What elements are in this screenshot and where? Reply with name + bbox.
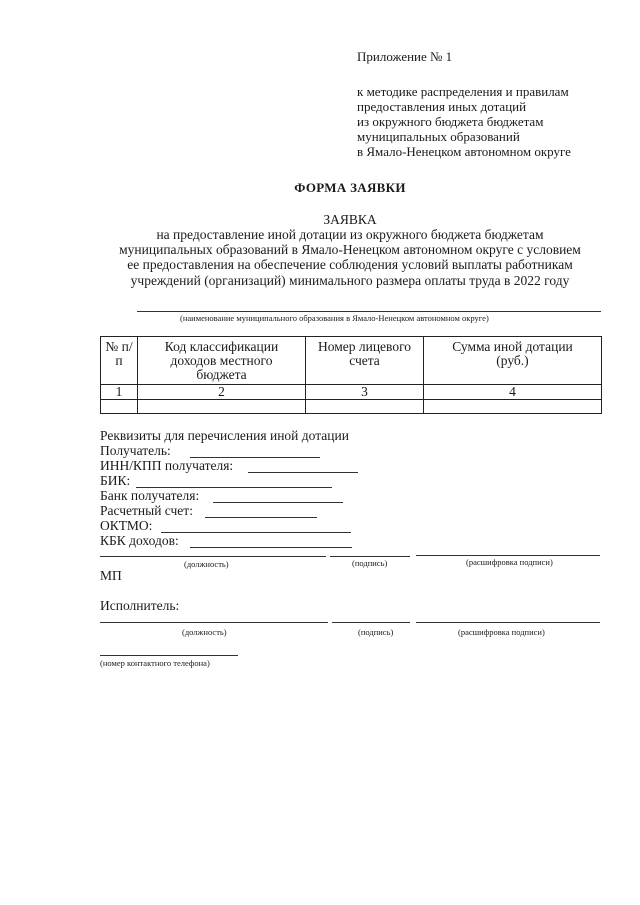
col-header-code: Код классификации доходов местного бюджета [138, 337, 306, 385]
account-field[interactable] [205, 517, 317, 518]
subtitle-line: учреждений (организаций) минимального размера оплаты труда в 2022 году [130, 272, 570, 288]
appendix-line: к методике распределения и правилам [357, 84, 569, 99]
appendix-line: из окружного бюджета бюджетам [357, 114, 544, 129]
table-cell: 3 [306, 385, 424, 400]
appendix-title: Приложение № 1 [357, 49, 453, 64]
executor-signature-field[interactable] [332, 622, 410, 623]
table-cell: 1 [101, 385, 138, 400]
signature-caption: (подпись) [352, 558, 388, 568]
subtitle-line: муниципальных образований в Ямало-Ненецком автономном округе с условием [119, 242, 581, 258]
requisites-title: Реквизиты для перечисления иной дотации [100, 428, 349, 443]
dotation-table [100, 336, 602, 414]
executor-position-field[interactable] [100, 622, 328, 623]
bik-label: БИК: [100, 473, 131, 488]
appendix-line: предоставления иных дотаций [357, 99, 527, 114]
table-cell[interactable] [101, 400, 138, 414]
oktmo-label: ОКТМО: [100, 518, 153, 533]
decoding-caption: (расшифровка подписи) [466, 557, 553, 567]
appendix-line: в Ямало-Ненецком автономном округе [357, 144, 571, 159]
table-cell: 4 [424, 385, 602, 400]
request-subtitle [70, 227, 630, 288]
oktmo-field[interactable] [161, 532, 351, 533]
subtitle-line: ее предоставления на обеспечение соблюдения условий выплаты работникам [127, 257, 573, 273]
signature-field[interactable] [330, 556, 410, 557]
table-row[interactable] [101, 400, 602, 414]
table-row [101, 385, 602, 400]
table-header-row [101, 337, 602, 385]
account-label: Расчетный счет: [100, 503, 193, 518]
recipient-label: Получатель: [100, 443, 171, 458]
executor-decoding-caption: (расшифровка подписи) [458, 627, 545, 637]
subtitle-line: на предоставление иной дотации из окружного бюджета бюджетам [156, 227, 544, 242]
request-title: ЗАЯВКА [323, 212, 377, 227]
kbk-label: КБК доходов: [100, 533, 179, 548]
bank-field[interactable] [213, 502, 343, 503]
executor-decoding-field[interactable] [416, 622, 600, 623]
appendix-line: муниципальных образований [357, 129, 520, 144]
col-header-amount: Сумма иной дотации (руб.) [424, 337, 602, 385]
position-caption: (должность) [184, 559, 229, 569]
decoding-field[interactable] [416, 555, 600, 556]
inn-kpp-field[interactable] [248, 472, 358, 473]
table-cell[interactable] [138, 400, 306, 414]
kbk-field[interactable] [190, 547, 352, 548]
executor-label: Исполнитель: [100, 598, 180, 613]
table-cell[interactable] [424, 400, 602, 414]
phone-field[interactable] [100, 655, 238, 656]
col-header-account: Номер лицевого счета [306, 337, 424, 385]
executor-signature-caption: (подпись) [358, 627, 394, 637]
municipality-line[interactable] [137, 311, 601, 312]
stamp-label: МП [100, 568, 122, 583]
col-header-number: № п/п [101, 337, 138, 385]
executor-position-caption: (должность) [182, 627, 227, 637]
inn-kpp-label: ИНН/КПП получателя: [100, 458, 234, 473]
appendix-block [357, 49, 571, 159]
bank-label: Банк получателя: [100, 488, 200, 503]
table-cell[interactable] [306, 400, 424, 414]
municipality-caption: (наименование муниципального образования в Ямало-Ненецком автономном округе) [180, 313, 489, 323]
position-field[interactable] [100, 556, 326, 557]
table-cell: 2 [138, 385, 306, 400]
phone-caption: (номер контактного телефона) [100, 658, 210, 668]
form-title: ФОРМА ЗАЯВКИ [294, 180, 406, 195]
